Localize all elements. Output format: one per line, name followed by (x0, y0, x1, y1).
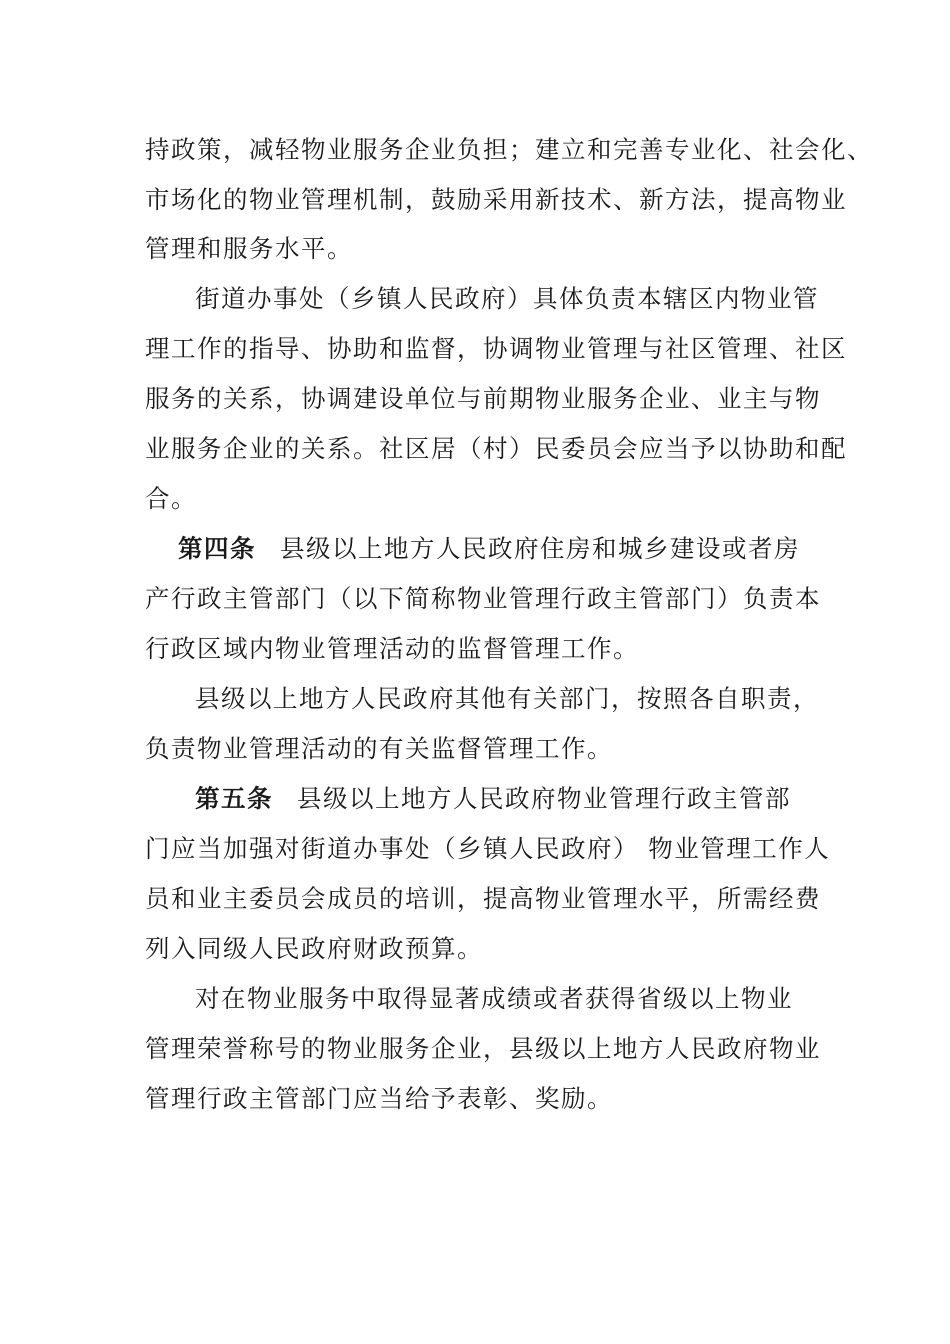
text-line: 行政区域内物业管理活动的监督管理工作。 (145, 634, 639, 663)
text-line: 员和业主委员会成员的培训，提高物业管理水平，所需经费 (145, 884, 821, 913)
article-4-heading: 第四条 (178, 534, 256, 563)
text-line: 对在物业服务中取得显著成绩或者获得省级以上物业 (195, 984, 793, 1013)
article-5-first-line (195, 784, 791, 814)
text-line: 业服务企业的关系。社区居（村）民委员会应当予以协助和配 (145, 434, 847, 463)
article-4-first-line (178, 534, 800, 564)
text-line: 管理和服务水平。 (145, 234, 353, 263)
text-line: 县级以上地方人民政府物业管理行政主管部 (297, 784, 791, 813)
text-line: 门应当加强对街道办事处（乡镇人民政府） 物业管理工作人 (145, 834, 831, 863)
text-line: 街道办事处（乡镇人民政府）具体负责本辖区内物业管 (195, 284, 819, 313)
text-line: 理工作的指导、协助和监督，协调物业管理与社区管理、社区 (145, 334, 847, 363)
text-line: 产行政主管部门（以下简称物业管理行政主管部门）负责本 (145, 584, 821, 613)
text-line: 县级以上地方人民政府其他有关部门，按照各自职责， (195, 684, 819, 713)
article-5-heading: 第五条 (195, 784, 273, 813)
text-line: 管理行政主管部门应当给予表彰、奖励。 (145, 1084, 613, 1113)
text-line: 市场化的物业管理机制，鼓励采用新技术、新方法，提高物业 (145, 185, 847, 214)
text-line: 县级以上地方人民政府住房和城乡建设或者房 (280, 534, 800, 563)
text-line: 负责物业管理活动的有关监督管理工作。 (145, 734, 613, 763)
text-line: 持政策，减轻物业服务企业负担；建立和完善专业化、社会化、 (145, 135, 873, 164)
text-line: 管理荣誉称号的物业服务企业，县级以上地方人民政府物业 (145, 1034, 821, 1063)
text-line: 合。 (145, 484, 197, 513)
text-line: 列入同级人民政府财政预算。 (145, 934, 483, 963)
text-line: 服务的关系，协调建设单位与前期物业服务企业、业主与物 (145, 384, 821, 413)
